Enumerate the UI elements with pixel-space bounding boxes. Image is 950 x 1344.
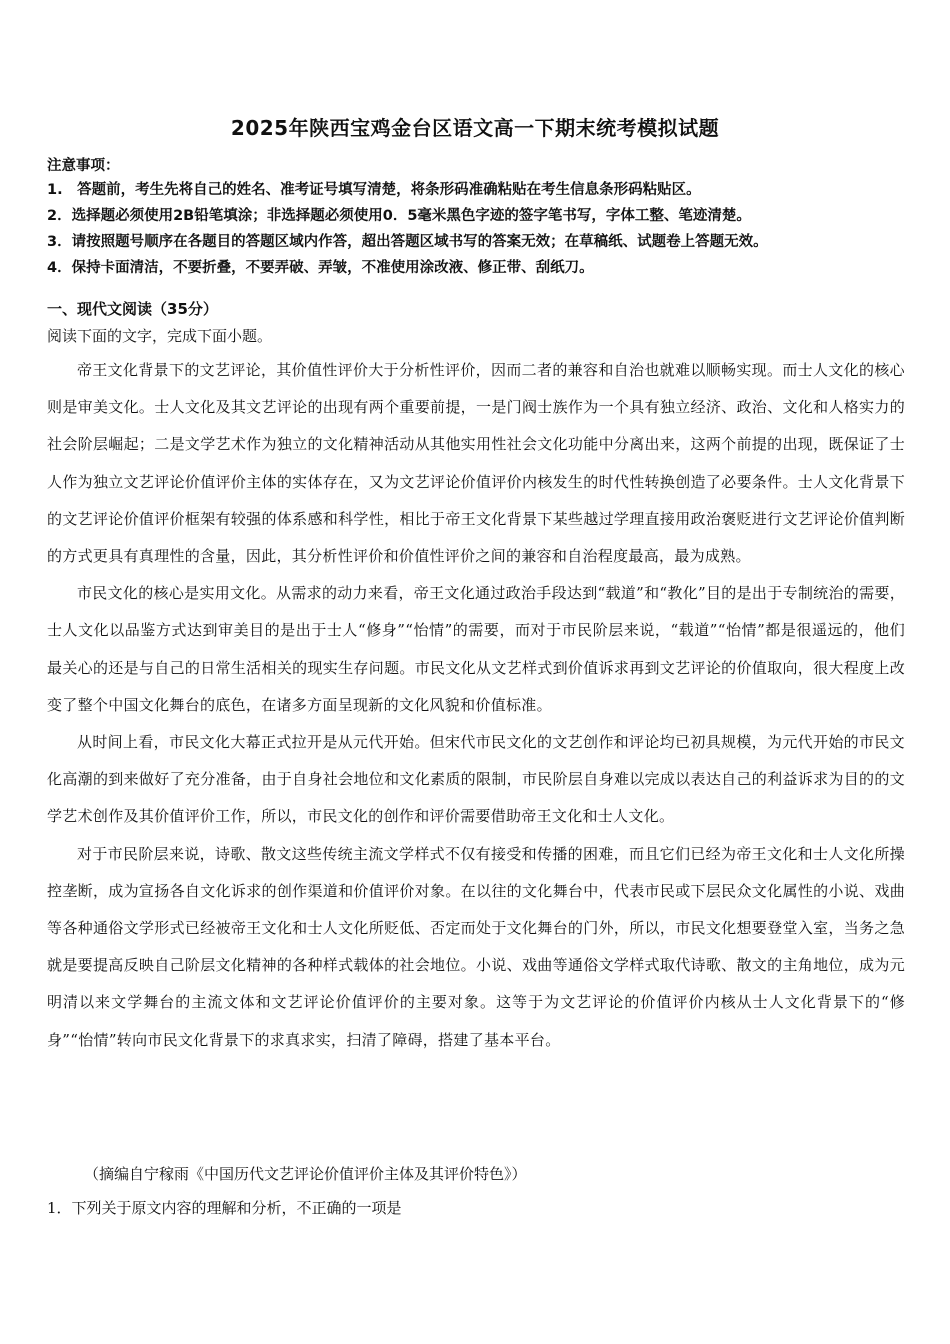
notice-item: 4．保持卡面清洁，不要折叠，不要弄破、弄皱，不准使用涂改液、修正带、刮纸刀。 bbox=[47, 260, 594, 276]
notice-list bbox=[47, 177, 917, 281]
reading-instruction: 阅读下面的文字，完成下面小题。 bbox=[47, 327, 273, 345]
question-stem: 1．下列关于原文内容的理解和分析，不正确的一项是 bbox=[47, 1199, 402, 1217]
passage-paragraph: 从时间上看，市民文化大幕正式拉开是从元代开始。但宋代市民文化的文艺创作和评论均已初具规模，为元代开始的市民文化高潮的到来做好了充分准备，由于自身社会地位和文化素质的限制，市民阶层自身难以完成以表达自己的利益诉求为目的的文学艺术创作及其价值评价工作，所以，市民文化的创作和评价需要借助帝王文化和士人文化。 bbox=[47, 733, 905, 826]
section-heading: 一、现代文阅读（35分） bbox=[47, 300, 218, 318]
passage-paragraph: 对于市民阶层来说，诗歌、散文这些传统主流文学样式不仅有接受和传播的困难，而且它们已经为帝王文化和士人文化所操控垄断，成为宣扬各自文化诉求的创作渠道和价值评价对象。在以往的文化舞台中，代表市民或下层民众文化属性的小说、戏曲等各种通俗文学形式已经被帝王文化和士人文化所贬低、否定而处于文化舞台的门外，所以，市民文化想要登堂入室，当务之急就是要提高反映自己阶层文化精神的各种样式载体的社会地位。小说、戏曲等通俗文学样式取代诗歌、散文的主角地位，成为元明清以来文学舞台的主流文体和文艺评论价值评价的主要对象。这等于为文艺评论的价值评价内核从士人文化背景下的“修身”“怡情”转向市民文化背景下的求真求实，扫清了障碍，搭建了基本平台。 bbox=[47, 844, 905, 1049]
passage-paragraph: 市民文化的核心是实用文化。从需求的动力来看，帝王文化通过政治手段达到“载道”和“教化”目的是出于专制统治的需要，士人文化以品鉴方式达到审美目的是出于士人“修身”“怡情”的需要，而对于市民阶层来说，“载道”“怡情”都是很遥远的，他们最关心的还是与自己的日常生活相关的现实生存问题。市民文化从文艺样式到价值诉求再到文艺评论的价值取向，很大程度上改变了整个中国文化舞台的底色，在诸多方面呈现新的文化风貌和价值标准。 bbox=[47, 584, 905, 714]
passage-source: （摘编自宁稼雨《中国历代文艺评论价值评价主体及其评价特色》） bbox=[84, 1165, 527, 1183]
notice-item: 3．请按照题号顺序在各题目的答题区域内作答，超出答题区域书写的答案无效；在草稿纸、试题卷上答题无效。 bbox=[47, 234, 768, 250]
reading-passage bbox=[47, 352, 905, 1059]
notice-item: 1. 答题前，考生先将自己的姓名、准考证号填写清楚，将条形码准确粘贴在考生信息条形码粘贴区。 bbox=[47, 182, 701, 198]
notice-heading: 注意事项： bbox=[47, 158, 120, 174]
passage-paragraph: 帝王文化背景下的文艺评论，其价值性评价大于分析性评价，因而二者的兼容和自治也就难以顺畅实现。而士人文化的核心则是审美文化。士人文化及其文艺评论的出现有两个重要前提，一是门阀士族作为一个具有独立经济、政治、文化和人格实力的社会阶层崛起；二是文学艺术作为独立的文化精神活动从其他实用性社会文化功能中分离出来，这两个前提的出现，既保证了士人作为独立文艺评论价值评价主体的实体存在，又为文艺评论价值评价内核发生的时代性转换创造了必要条件。士人文化背景下的文艺评论价值评价框架有较强的体系感和科学性，相比于帝王文化背景下某些越过学理直接用政治褒贬进行文艺评论价值判断的方式更具有真理性的含量，因此，其分析性评价和价值性评价之间的兼容和自治程度最高，最为成熟。 bbox=[47, 361, 905, 566]
page-title: 2025年陕西宝鸡金台区语文高一下期末统考模拟试题 bbox=[230, 116, 720, 140]
notice-item: 2．选择题必须使用2B铅笔填涂；非选择题必须使用0．5毫米黑色字迹的签字笔书写，字体工整、笔迹清楚。 bbox=[47, 208, 751, 224]
